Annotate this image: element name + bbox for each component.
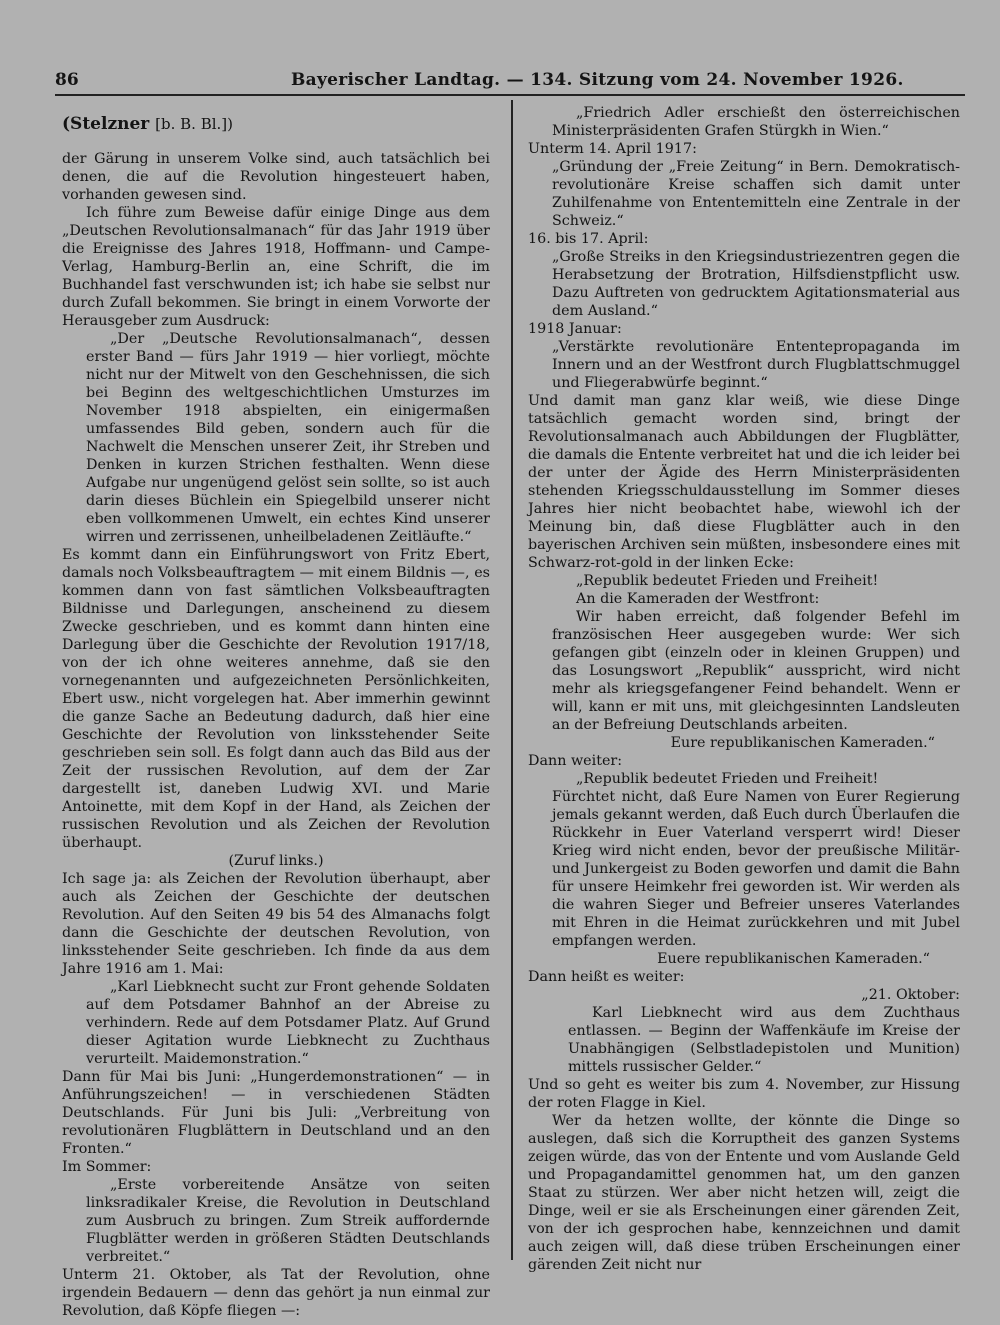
interjection: (Zuruf links.) [228, 853, 324, 869]
right-column [528, 104, 960, 1274]
paragraph: der Gärung in unserem Volke sind, auch tatsächlich bei denen, die auf die Revolution hingesteuert haben, vorhanden gewesen sind. [62, 151, 490, 203]
paragraph: Unterm 21. Oktober, als Tat der Revolution, ohne irgendein Bedauern — denn das gehört ja nun einmal zur Revolution, daß Köpfe fliegen —: [62, 1267, 490, 1319]
flyer-signature: Euere republikanischen Kameraden.“ [657, 951, 930, 967]
paragraph: Wer da hetzen wollte, der könnte die Dinge so auslegen, daß sich die Korruptheit des ganzen Systems zeigen würde, das von der Entente und vom Auslande Geld und Propagandamittel genommen hat, um den ganzen Staat zu stürzen. Wer aber nicht hetzen will, zeigt die Dinge, weil er sie als Erscheinungen einer gärenden Zeit, von der ich gesprochen habe, kennzeichnen und damit auch zeigen will, daß diese trüben Erscheinungen einer gärenden Zeit nicht nur [528, 1113, 960, 1273]
paragraph: Ich sage ja: als Zeichen der Revolution überhaupt, aber auch als Zeichen der Geschichte der deutschen Revolution. Auf den Seiten 49 bis 54 des Almanachs folgt dann die Geschichte der deutschen Revolution, von linksstehender Seite geschrieben. Ich finde da aus dem Jahre 1916 am 1. Mai: [62, 871, 490, 977]
quotation: „Große Streiks in den Kriegsindustriezentren gegen die Herabsetzung der Brotration, Hilfsdienstpflicht usw. Dazu Auftreten von gedrucktem Agitationsmaterial aus dem Ausland.“ [552, 249, 960, 319]
quotation: „Karl Liebknecht sucht zur Front gehende Soldaten auf dem Potsdamer Bahnhof an der Abreise zu verhindern. Rede auf dem Potsdamer Platz. Auf Grund dieser Agitation wurde Liebknecht zu Zuchthaus verurteilt. Maidemonstration.“ [86, 979, 490, 1067]
column-divider [511, 100, 513, 1260]
paragraph: Ich führe zum Beweise dafür einige Dinge aus dem „Deutschen Revolutionsalmanach“ für das Jahr 1919 über die Ereignisse des Jahres 1918, Hoffmann- und Campe-Verlag, Hamburg-Berlin an, eine Schrift, die im Buchhandel fast verschwunden ist; ich habe sie selbst nur durch Zufall bekommen. Sie bringt in einem Vorworte der Herausgeber zum Ausdruck: [62, 205, 490, 329]
quotation: „Erste vorbereitende Ansätze von seiten linksradikaler Kreise, die Revolution in Deutschland zum Ausbruch zu bringen. Zum Streik auffordernde Flugblätter werden in größeren Städten Deutschlands verbreitet.“ [86, 1177, 490, 1265]
paragraph: Es kommt dann ein Einführungswort von Fritz Ebert, damals noch Volksbeauftragtem — mit einem Bildnis —, es kommen dann von fast sämtlichen Volksbeauftragten Bildnisse und Darlegungen, anscheinend zu diesem Zwecke geschrieben, und es kommt dann hinten eine Darlegung über die Geschichte der Revolution 1917/18, von der ich ohne weiteres annehme, daß sie den vornegenannten und aufgezeichneten Persönlichkeiten, Ebert usw., nicht vorgelegen hat. Aber immerhin gewinnt die ganze Sache an Bedeutung dadurch, daß hier eine Geschichte der Revolution von linksstehender Seite geschrieben sein soll. Es folgt dann auch das Bild aus der Zeit der russischen Revolution, auf dem der Zar dargestellt ist, daneben Ludwig XVI. und Marie Antoinette, mit dem Kopf in der Hand, als Zeichen der russischen Revolution und als Zeichen der Revolution überhaupt. [62, 547, 490, 851]
paragraph: Im Sommer: [62, 1159, 152, 1175]
quotation: Karl Liebknecht wird aus dem Zuchthaus entlassen. — Beginn der Waffenkäufe im Kreise der Unabhängigen (Selbstladepistolen und Munition) mittels russischer Gelder.“ [568, 1005, 960, 1075]
paragraph: Dann heißt es weiter: [528, 969, 685, 985]
flyer-body: Fürchtet nicht, daß Eure Namen von Eurer Regierung jemals gekannt werden, daß Euch durch Überlaufen die Rückkehr in Euer Vaterland versperrt wird! Dieser Krieg wird nicht enden, bevor der preußische Militär- und Junkergeist zu Boden geworfen und damit die Bahn für unsere Heimkehr frei geworden ist. Wir werden als die wahren Sieger und Befreier unseres Vaterlandes mit Ehren in die Heimat zurückkehren und mit Jubel empfangen werden. [552, 789, 960, 949]
paragraph: Dann weiter: [528, 753, 623, 769]
page-number: 86 [55, 70, 79, 90]
left-column [62, 112, 490, 1320]
quotation: „Gründung der „Freie Zeitung“ in Bern. Demokratisch-revolutionäre Kreise schaffen sich damit unter Zuhilfenahme von Ententemitteln eine Zentrale in der Schweiz.“ [552, 159, 960, 229]
paragraph: Und damit man ganz klar weiß, wie diese Dinge tatsächlich gemacht worden sind, bringt der Revolutionsalmanach auch Abbildungen der Flugblätter, die damals die Entente verbreitet hat und die ich leider bei der unter der Ägide des Herrn Ministerpräsidenten stehenden Kriegsschuldausstellung im Sommer dieses Jahres hier nicht beobachtet habe, wiewohl ich der Meinung bin, daß diese Flugblätter auch in den bayerischen Archiven sein müßten, insbesondere eines mit Schwarz-rot-gold in der linken Ecke: [528, 393, 960, 571]
flyer-address: An die Kameraden der Westfront: [576, 591, 820, 607]
flyer-title: „Republik bedeutet Frieden und Freiheit! [576, 771, 879, 787]
speaker-party: [b. B. Bl.]) [155, 115, 233, 133]
page-header [55, 70, 965, 94]
date-heading: 1918 Januar: [528, 321, 622, 337]
paragraph: Und so geht es weiter bis zum 4. November, zur Hissung der roten Flagge in Kiel. [528, 1077, 960, 1111]
header-rule [55, 94, 965, 96]
flyer-body: Wir haben erreicht, daß folgender Befehl im französischen Heer ausgegeben wurde: Wer sich gefangen gibt (einzeln oder in kleinen Gruppen) und das Losungswort „Republik“ ausspricht, wird nicht mehr als kriegsgefangener Feind behandelt. Wenn er will, kann er mit uns, mit gleichgesinnten Landsleuten an der Befreiung Deutschlands arbeiten. [552, 609, 960, 733]
flyer-title: „Republik bedeutet Frieden und Freiheit! [576, 573, 879, 589]
date-heading: 16. bis 17. April: [528, 231, 649, 247]
paragraph: Dann für Mai bis Juni: „Hungerdemonstrationen“ — in Anführungszeichen! — in verschiedenen Städten Deutschlands. Für Juni bis Juli: „Verbreitung von revolutionären Flugblättern in Deutschland und an den Fronten.“ [62, 1069, 490, 1157]
quotation: „Friedrich Adler erschießt den österreichischen Ministerpräsidenten Grafen Stürgkh in Wien.“ [552, 105, 960, 139]
date-heading: Unterm 14. April 1917: [528, 141, 697, 157]
speaker-name: (Stelzner [62, 114, 150, 134]
speaker-label [62, 112, 490, 136]
quotation: „Der „Deutsche Revolutionsalmanach“, dessen erster Band — fürs Jahr 1919 — hier vorliegt, möchte nicht nur der Mitwelt von den Geschehnissen, die sich bei Beginn des weltgeschichtlichen Umsturzes im November 1918 abspielten, ein einigermaßen umfassendes Bild geben, sondern auch für die Nachwelt die Menschen unserer Zeit, ihr Streben und Denken in kurzen Strichen festhalten. Wenn diese Aufgabe nur ungenügend gelöst sein sollte, so ist auch darin dieses Büchlein ein Spiegelbild unserer nicht eben vollkommenen Umwelt, ein echtes Kind unserer wirren und zerrissenen, unheilbeladenen Zeitläufte.“ [86, 331, 490, 545]
quotation: „Verstärkte revolutionäre Ententepropaganda im Innern und an der Westfront durch Flugblattschmuggel und Fliegerabwürfe beginnt.“ [552, 339, 960, 391]
flyer-signature: Eure republikanischen Kameraden.“ [670, 735, 935, 751]
running-head: Bayerischer Landtag. — 134. Sitzung vom 24. November 1926. [291, 70, 904, 90]
date-heading: „21. Oktober: [861, 987, 960, 1003]
